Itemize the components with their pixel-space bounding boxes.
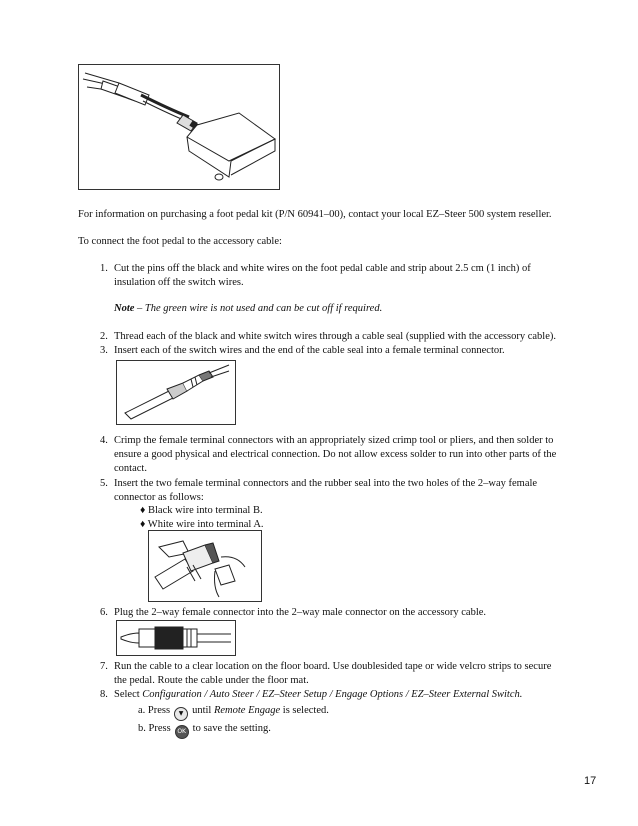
step-4 bbox=[100, 434, 553, 447]
step-6 bbox=[100, 606, 486, 619]
remote-engage-option: Remote Engage bbox=[213, 705, 281, 716]
bullet-black-wire bbox=[140, 504, 263, 517]
foot-pedal-figure bbox=[78, 64, 280, 190]
female-connector-illustration bbox=[149, 531, 261, 601]
substep-a bbox=[138, 704, 329, 721]
terminal-connector-figure bbox=[116, 360, 236, 425]
bullet-1-text: Black wire into terminal B. bbox=[147, 505, 263, 516]
foot-pedal-illustration bbox=[79, 65, 279, 189]
substep-b bbox=[138, 722, 271, 739]
plug-connector-figure bbox=[116, 620, 236, 656]
step-4-text-line1: Crimp the female terminal connectors with an appropriately sized crimp tool or pliers, and then solder to bbox=[114, 435, 554, 446]
step-7 bbox=[100, 660, 551, 673]
step-1 bbox=[100, 262, 531, 275]
step-8-menu-path: Configuration / Auto Steer / EZ–Steer Setup / Engage Options / EZ–Steer External Switch. bbox=[142, 689, 523, 700]
step-6-text: Plug the 2–way female connector into the 2–way male connector on the accessory cable. bbox=[114, 607, 487, 618]
note bbox=[114, 302, 382, 315]
step-1-text-line1: Cut the pins off the black and white wires on the foot pedal cable and strip about 2.5 cm (1 inch) of bbox=[114, 263, 531, 274]
substep-a-suffix: is selected. bbox=[280, 705, 329, 716]
step-8 bbox=[100, 688, 522, 701]
diamond-bullet-icon: ♦ bbox=[140, 505, 148, 516]
female-connector-figure bbox=[148, 530, 262, 602]
step-2-number: 2. bbox=[100, 331, 108, 342]
step-1-number: 1. bbox=[100, 263, 108, 274]
step-2-text: Thread each of the black and white switch wires through a cable seal (supplied with the accessory cable). bbox=[114, 331, 556, 342]
bullet-2-text: White wire into terminal A. bbox=[147, 519, 264, 530]
substep-a-mid: until bbox=[192, 705, 214, 716]
step-5-number: 5. bbox=[100, 478, 108, 489]
terminal-connector-illustration bbox=[117, 361, 235, 424]
note-label: Note bbox=[114, 303, 135, 314]
step-4-number: 4. bbox=[100, 435, 108, 446]
page-number: 17 bbox=[584, 775, 597, 787]
step-7-text-line1: Run the cable to a clear location on the floor board. Use doublesided tape or wide velcro strips to secure bbox=[114, 661, 552, 672]
step-4-text-line3: contact. bbox=[114, 463, 147, 474]
substep-a-prefix: a. Press bbox=[138, 705, 171, 716]
step-5 bbox=[100, 477, 537, 490]
step-6-number: 6. bbox=[100, 607, 108, 618]
step-3-text: Insert each of the switch wires and the end of the cable seal into a female terminal connector. bbox=[114, 345, 505, 356]
step-5-text-line2: connector as follows: bbox=[114, 492, 204, 503]
substep-b-suffix: to save the setting. bbox=[192, 723, 271, 734]
purchase-info-text: For information on purchasing a foot pedal kit (P/N 60941–00), contact your local EZ–Steer 500 system reseller. bbox=[78, 209, 552, 220]
substep-b-prefix: b. Press bbox=[138, 723, 171, 734]
diamond-bullet-icon: ♦ bbox=[140, 519, 148, 530]
step-1-text-line2: insulation off the switch wires. bbox=[114, 277, 244, 288]
note-text: – The green wire is not used and can be cut off if required. bbox=[134, 303, 383, 314]
step-3 bbox=[100, 344, 505, 357]
step-8-number: 8. bbox=[100, 689, 108, 700]
ok-button-icon: OK bbox=[175, 725, 189, 739]
connect-intro-text: To connect the foot pedal to the accessory cable: bbox=[78, 236, 282, 247]
step-4-text-line2: ensure a good physical and electrical connection. Do not allow excess solder to run into other parts of the bbox=[114, 449, 557, 460]
step-2 bbox=[100, 330, 556, 343]
step-5-text-line1: Insert the two female terminal connectors and the rubber seal into the two holes of the 2–way female bbox=[114, 478, 538, 489]
plug-connector-illustration bbox=[117, 621, 235, 655]
down-arrow-button-icon: ▼ bbox=[174, 707, 188, 721]
step-7-text-line2: the pedal. Route the cable under the floor mat. bbox=[114, 675, 309, 686]
step-8-prefix: Select bbox=[114, 689, 143, 700]
step-7-number: 7. bbox=[100, 661, 108, 672]
step-3-number: 3. bbox=[100, 345, 108, 356]
